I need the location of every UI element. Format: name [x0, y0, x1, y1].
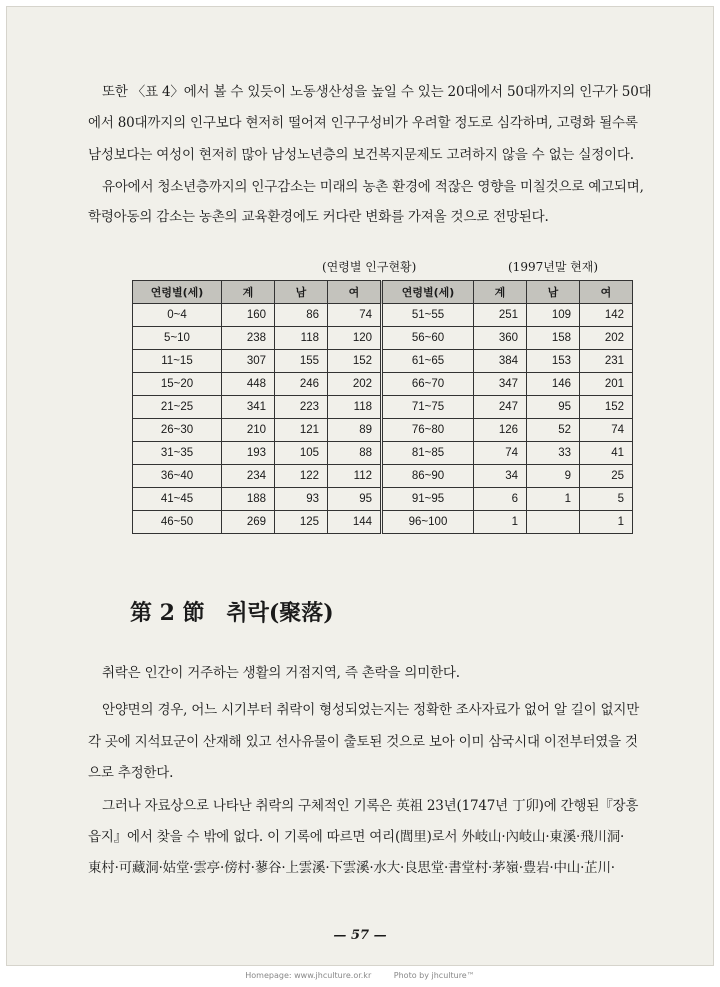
- paragraph-line: 각 곳에 지석묘군이 산재해 있고 선사유물이 출토된 것으로 보아 이미 삼국시대 이전부터였을 것: [88, 734, 638, 750]
- table-title: (연령별 인구현황): [322, 260, 417, 274]
- paragraph-line: 東村·可藏洞·姑堂·雲亭·傍村·蓼谷·上雲溪·下雲溪·水大·良思堂·書堂村·茅嶺·豊岩·中山·芷川·: [88, 860, 615, 876]
- header-age: 연령별(세): [133, 281, 222, 304]
- total-cell: 126: [474, 419, 527, 442]
- male-cell: 1: [527, 488, 580, 511]
- paragraph-line: 에서 80대까지의 인구보다 현저히 떨어져 인구구성비가 우려할 정도로 심각하며, 고령화 될수록: [88, 115, 638, 131]
- male-cell: 95: [527, 396, 580, 419]
- female-cell: 74: [580, 419, 633, 442]
- female-cell: 201: [580, 373, 633, 396]
- paragraph-line: 남성보다는 여성이 현저히 많아 남성노년층의 보건복지문제도 고려하지 않을 수 없는 실정이다.: [88, 147, 634, 163]
- male-cell: 153: [527, 350, 580, 373]
- total-cell: 360: [474, 327, 527, 350]
- header-total: 계: [222, 281, 275, 304]
- total-cell: 384: [474, 350, 527, 373]
- male-cell: 155: [275, 350, 328, 373]
- header-female: 여: [328, 281, 382, 304]
- male-cell: 121: [275, 419, 328, 442]
- table-row: [133, 419, 633, 442]
- female-cell: 120: [328, 327, 382, 350]
- total-cell: 188: [222, 488, 275, 511]
- age-range-cell: 91~95: [382, 488, 474, 511]
- female-cell: 89: [328, 419, 382, 442]
- table-row: [133, 373, 633, 396]
- total-cell: 160: [222, 304, 275, 327]
- header-male: 남: [527, 281, 580, 304]
- age-range-cell: 21~25: [133, 396, 222, 419]
- total-cell: 193: [222, 442, 275, 465]
- footer-photo-credit: Photo by jhculture™: [393, 971, 475, 980]
- total-cell: 251: [474, 304, 527, 327]
- total-cell: 34: [474, 465, 527, 488]
- age-range-cell: 76~80: [382, 419, 474, 442]
- female-cell: 25: [580, 465, 633, 488]
- age-range-cell: 56~60: [382, 327, 474, 350]
- age-range-cell: 71~75: [382, 396, 474, 419]
- age-range-cell: 15~20: [133, 373, 222, 396]
- male-cell: 125: [275, 511, 328, 534]
- table-header-row: [133, 281, 633, 304]
- age-range-cell: 26~30: [133, 419, 222, 442]
- female-cell: 1: [580, 511, 633, 534]
- table-row: [133, 304, 633, 327]
- footer-credits: [0, 971, 720, 980]
- total-cell: 347: [474, 373, 527, 396]
- male-cell: 86: [275, 304, 328, 327]
- table-row: [133, 511, 633, 534]
- female-cell: 41: [580, 442, 633, 465]
- male-cell: 105: [275, 442, 328, 465]
- female-cell: 5: [580, 488, 633, 511]
- paragraph-line: 읍지』에서 찾을 수 밖에 없다. 이 기록에 따르면 여리(閭里)로서 外岐山·內岐山·東溪·飛川洞·: [88, 829, 625, 845]
- footer-homepage: Homepage: www.jhculture.or.kr: [245, 971, 372, 980]
- population-by-age-table: [132, 280, 633, 534]
- paragraph-line: 그러나 자료상으로 나타난 취락의 구체적인 기록은 英祖 23년(1747년 丁卯)에 간행된『장흥: [102, 798, 639, 814]
- age-range-cell: 36~40: [133, 465, 222, 488]
- male-cell: 223: [275, 396, 328, 419]
- male-cell: [527, 511, 580, 534]
- header-female: 여: [580, 281, 633, 304]
- table-row: [133, 350, 633, 373]
- header-male: 남: [275, 281, 328, 304]
- male-cell: 122: [275, 465, 328, 488]
- female-cell: 118: [328, 396, 382, 419]
- header-total: 계: [474, 281, 527, 304]
- age-range-cell: 96~100: [382, 511, 474, 534]
- table-row: [133, 465, 633, 488]
- male-cell: 146: [527, 373, 580, 396]
- table-date-note: (1997년말 현재): [508, 260, 599, 274]
- male-cell: 52: [527, 419, 580, 442]
- paragraph-line: 학령아동의 감소는 농촌의 교육환경에도 커다란 변화를 가져올 것으로 전망된다.: [88, 209, 549, 225]
- table-row: [133, 327, 633, 350]
- total-cell: 1: [474, 511, 527, 534]
- paragraph-line: 취락은 인간이 거주하는 생활의 거점지역, 즉 촌락을 의미한다.: [102, 665, 460, 681]
- female-cell: 142: [580, 304, 633, 327]
- paragraph-line: 또한 〈표 4〉에서 볼 수 있듯이 노동생산성을 높일 수 있는 20대에서 50대까지의 인구가 50대: [102, 84, 652, 100]
- female-cell: 144: [328, 511, 382, 534]
- age-range-cell: 51~55: [382, 304, 474, 327]
- age-range-cell: 5~10: [133, 327, 222, 350]
- age-range-cell: 0~4: [133, 304, 222, 327]
- total-cell: 448: [222, 373, 275, 396]
- total-cell: 269: [222, 511, 275, 534]
- header-age: 연령별(세): [382, 281, 474, 304]
- age-range-cell: 11~15: [133, 350, 222, 373]
- female-cell: 95: [328, 488, 382, 511]
- section-heading: [130, 596, 334, 627]
- female-cell: 112: [328, 465, 382, 488]
- paragraph-line: 유아에서 청소년층까지의 인구감소는 미래의 농촌 환경에 적잖은 영향을 미칠것으로 예고되며,: [102, 179, 644, 195]
- total-cell: 234: [222, 465, 275, 488]
- age-range-cell: 41~45: [133, 488, 222, 511]
- section-title: 취락(聚落): [226, 600, 334, 626]
- age-range-cell: 46~50: [133, 511, 222, 534]
- age-range-cell: 31~35: [133, 442, 222, 465]
- female-cell: 231: [580, 350, 633, 373]
- table-row: [133, 488, 633, 511]
- total-cell: 210: [222, 419, 275, 442]
- table-row: [133, 442, 633, 465]
- total-cell: 247: [474, 396, 527, 419]
- page-number: — 57 —: [333, 928, 387, 943]
- total-cell: 238: [222, 327, 275, 350]
- total-cell: 307: [222, 350, 275, 373]
- female-cell: 202: [328, 373, 382, 396]
- total-cell: 341: [222, 396, 275, 419]
- male-cell: 109: [527, 304, 580, 327]
- male-cell: 9: [527, 465, 580, 488]
- male-cell: 93: [275, 488, 328, 511]
- female-cell: 88: [328, 442, 382, 465]
- female-cell: 74: [328, 304, 382, 327]
- male-cell: 246: [275, 373, 328, 396]
- male-cell: 118: [275, 327, 328, 350]
- total-cell: 74: [474, 442, 527, 465]
- section-label: 第 2 節: [130, 600, 205, 626]
- female-cell: 202: [580, 327, 633, 350]
- paragraph-line: 안양면의 경우, 어느 시기부터 취락이 형성되었는지는 정확한 조사자료가 없어 알 길이 없지만: [102, 702, 640, 718]
- total-cell: 6: [474, 488, 527, 511]
- age-range-cell: 66~70: [382, 373, 474, 396]
- table-row: [133, 396, 633, 419]
- age-range-cell: 86~90: [382, 465, 474, 488]
- age-range-cell: 81~85: [382, 442, 474, 465]
- male-cell: 158: [527, 327, 580, 350]
- paragraph-line: 으로 추정한다.: [88, 765, 174, 781]
- male-cell: 33: [527, 442, 580, 465]
- female-cell: 152: [580, 396, 633, 419]
- age-range-cell: 61~65: [382, 350, 474, 373]
- female-cell: 152: [328, 350, 382, 373]
